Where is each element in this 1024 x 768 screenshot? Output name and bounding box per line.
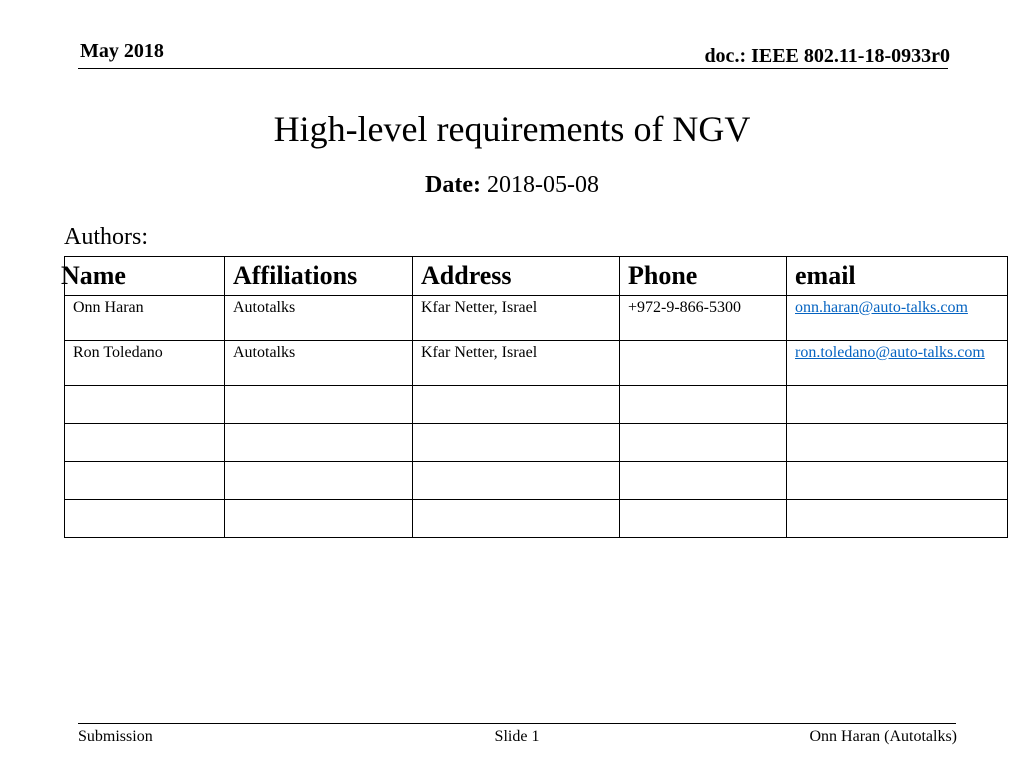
table-row-empty <box>65 424 1008 462</box>
column-header-name: Name <box>65 257 225 296</box>
table-row-empty <box>65 500 1008 538</box>
date-line <box>0 172 1024 199</box>
slide-title: High-level requirements of NGV <box>273 109 751 149</box>
column-header-phone: Phone <box>620 257 787 296</box>
table-row-empty <box>65 462 1008 500</box>
table-row <box>65 296 1008 341</box>
author-address: Kfar Netter, Israel <box>413 341 620 386</box>
column-header-affiliations: Affiliations <box>225 257 413 296</box>
footer-submission: Submission <box>78 728 153 745</box>
table-row-empty <box>65 386 1008 424</box>
author-affiliation: Autotalks <box>225 341 413 386</box>
author-email-cell <box>787 341 1008 386</box>
author-email-cell <box>787 296 1008 341</box>
author-name: Onn Haran <box>65 296 225 341</box>
authors-label: Authors: <box>64 224 148 250</box>
footer-divider <box>78 723 956 724</box>
header-divider <box>78 68 948 69</box>
authors-table <box>61 256 1008 538</box>
date-value: 2018-05-08 <box>486 172 599 198</box>
footer-slide-number: Slide 1 <box>494 728 540 745</box>
date-label: Date: <box>425 172 481 198</box>
author-address: Kfar Netter, Israel <box>413 296 620 341</box>
header-date: May 2018 <box>80 40 164 62</box>
author-email-link[interactable]: ron.toledano@auto-talks.com <box>795 344 985 361</box>
column-header-email: email <box>787 257 1008 296</box>
author-email-link[interactable]: onn.haran@auto-talks.com <box>795 299 968 316</box>
header-doc-id: doc.: IEEE 802.11-18-0933r0 <box>704 45 950 67</box>
table-row <box>65 341 1008 386</box>
author-name: Ron Toledano <box>65 341 225 386</box>
table-header-row <box>65 257 1008 296</box>
column-header-address: Address <box>413 257 620 296</box>
author-phone <box>620 341 787 386</box>
author-affiliation: Autotalks <box>225 296 413 341</box>
author-phone: +972-9-866-5300 <box>620 296 787 341</box>
footer-author: Onn Haran (Autotalks) <box>809 728 957 745</box>
